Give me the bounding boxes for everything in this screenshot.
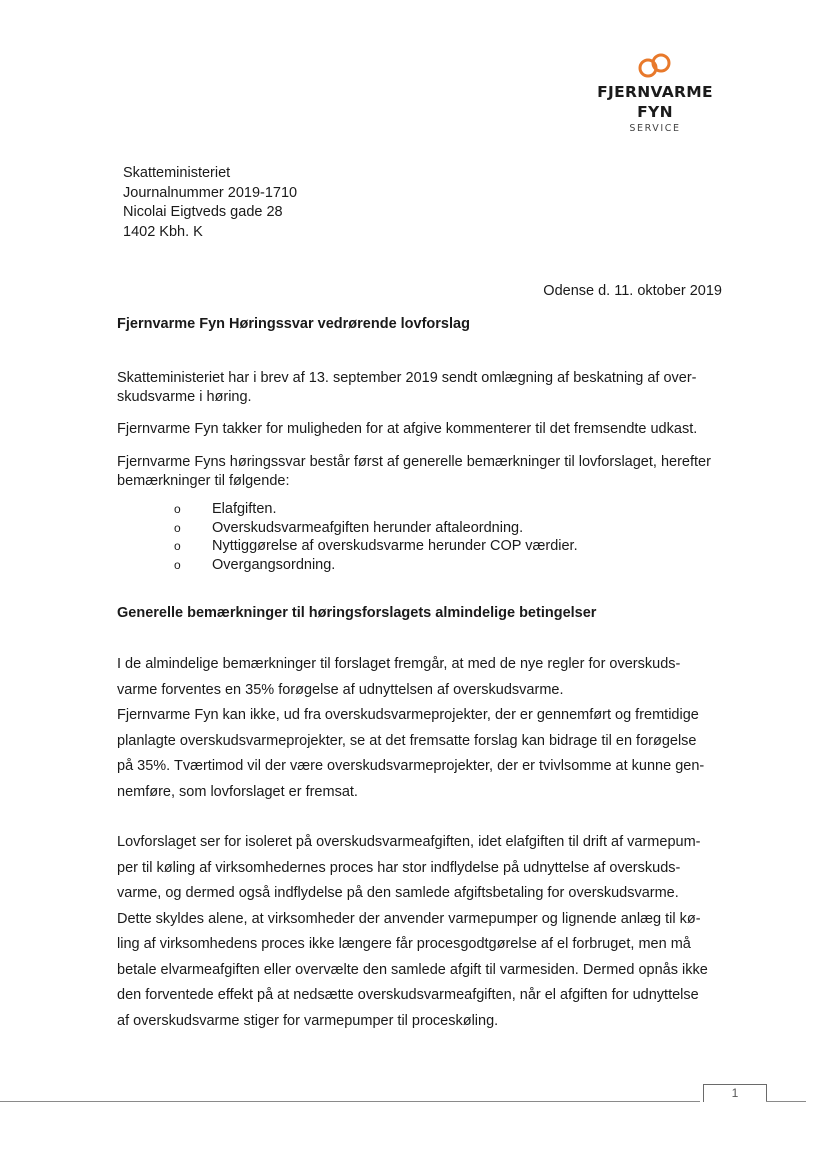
company-logo xyxy=(580,52,730,136)
list-item-text: Elafgiften. xyxy=(212,501,277,517)
address-line: Skatteministeriet xyxy=(123,165,231,181)
address-line: 1402 Kbh. K xyxy=(123,223,203,240)
recipient-address xyxy=(123,164,297,242)
paragraph-line: Dette skyldes alene, at virksomheder der anvender varmepumper og lignende anlæg til kø- xyxy=(117,910,701,927)
list-item xyxy=(174,537,578,556)
paragraph-line: per til køling af virksomhedernes proces har stor indflydelse på udnyttelse af overskuds- xyxy=(117,859,681,876)
paragraph-line: betale elvarmeafgiften eller overvælte den samlede afgift til varmesiden. Dermed opnås ikke xyxy=(117,961,708,978)
bullet-marker: o xyxy=(174,520,181,535)
paragraph-line: af overskudsvarme stiger for varmepumper til proceskøling. xyxy=(117,1012,499,1029)
list-item xyxy=(174,500,578,519)
bullet-marker: o xyxy=(174,539,181,554)
footer-rule xyxy=(0,1101,700,1102)
logo-subtitle: SERVICE xyxy=(629,123,681,134)
intro-paragraph-3 xyxy=(117,453,737,491)
paragraph-line: ling af virksomhedens proces ikke længere får procesgodtgørelse af el forbruget, men må xyxy=(117,936,691,952)
paragraph-line: Lovforslaget ser for isoleret på overskudsvarmeafgiften, idet elafgiften til drift af varmepum- xyxy=(117,834,701,850)
footer-rule xyxy=(766,1101,806,1102)
paragraph-line: I de almindelige bemærkninger til forslaget fremgår, at med de nye regler for overskuds- xyxy=(117,656,681,672)
paragraph-line: varme, og dermed også indflydelse på den samlede afgiftsbetaling for overskudsvarme. xyxy=(117,885,679,901)
bullet-marker: o xyxy=(174,502,181,516)
paragraph-line: bemærkninger til følgende: xyxy=(117,473,290,489)
paragraph-line: skudsvarme i høring. xyxy=(117,389,252,405)
logo-mark-icon xyxy=(635,52,675,80)
logo-name: FJERNVARME FYN xyxy=(597,83,713,121)
list-item-text: Overgangsordning. xyxy=(212,556,336,573)
list-item xyxy=(174,556,578,575)
address-line: Journalnummer 2019-1710 xyxy=(123,184,298,201)
letter-subject: Fjernvarme Fyn Høringssvar vedrørende lovforslag xyxy=(117,316,470,332)
address-line: Nicolai Eigtveds gade 28 xyxy=(123,204,283,220)
section-heading: Generelle bemærkninger til høringsforslagets almindelige betingelser xyxy=(117,605,597,621)
paragraph-line: planlagte overskudsvarmeprojekter, se at det fremsatte forslag kan bidrage til en forøgelse xyxy=(117,732,697,749)
topic-list xyxy=(174,500,578,574)
intro-paragraph-1 xyxy=(117,369,717,407)
body-paragraph-2 xyxy=(117,830,727,1034)
paragraph-line: varme forventes en 35% forøgelse af udnyttelsen af overskudsvarme. xyxy=(117,681,564,698)
paragraph-line: Skatteministeriet har i brev af 13. september 2019 sendt omlægning af beskatning af over- xyxy=(117,370,697,386)
paragraph-line: Fjernvarme Fyn takker for muligheden for at afgive kommenterer til det fremsendte udkast. xyxy=(117,421,698,437)
letter-date: Odense d. 11. oktober 2019 xyxy=(543,283,722,299)
list-item xyxy=(174,519,578,538)
intro-paragraph-2 xyxy=(117,420,717,439)
body-paragraph-1 xyxy=(117,652,727,805)
bullet-marker: o xyxy=(174,557,181,572)
list-item-text: Nyttiggørelse af overskudsvarme herunder COP værdier. xyxy=(212,538,578,555)
list-item-text: Overskudsvarmeafgiften herunder aftaleordning. xyxy=(212,519,524,536)
page-number: 1 xyxy=(731,1086,739,1100)
paragraph-line: på 35%. Tværtimod vil der være overskudsvarmeprojekter, der er tvivlsomme at kunne gen- xyxy=(117,758,705,774)
paragraph-line: Fjernvarme Fyn kan ikke, ud fra overskudsvarmeprojekter, der er gennemført og fremtidige xyxy=(117,707,699,723)
paragraph-line: nemføre, som lovforslaget er fremsat. xyxy=(117,783,358,800)
paragraph-line: Fjernvarme Fyns høringssvar består først af generelle bemærkninger til lovforslaget, herefter xyxy=(117,454,711,470)
paragraph-line: den forventede effekt på at nedsætte overskudsvarmeafgiften, når el afgiften for udnyttelse xyxy=(117,987,699,1003)
